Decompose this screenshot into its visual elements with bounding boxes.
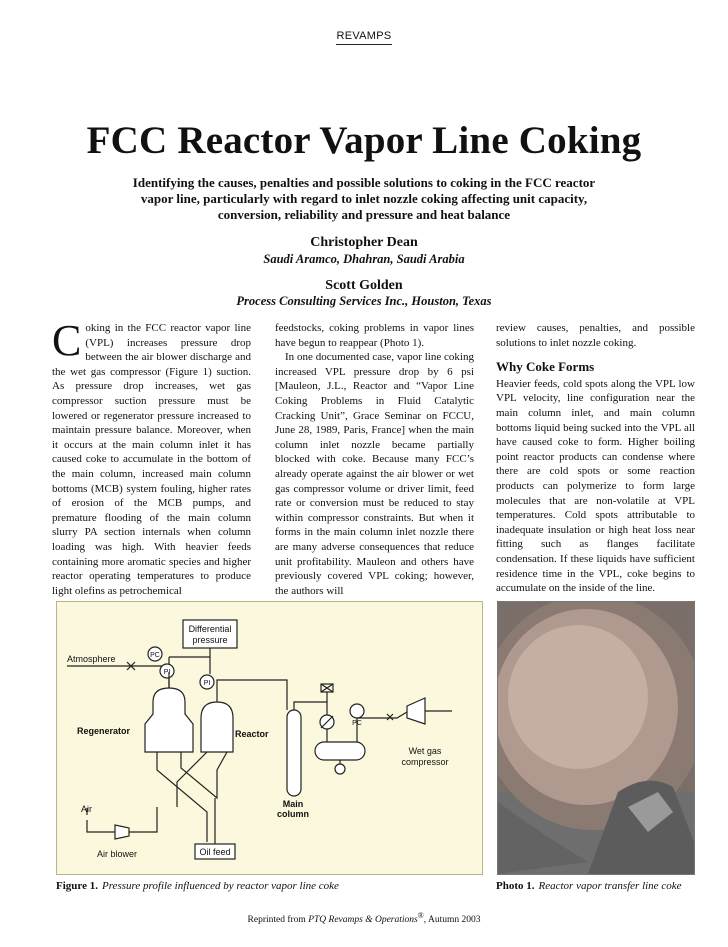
author-affiliation: Process Consulting Services Inc., Houston, Texas — [236, 294, 492, 308]
photo-1 — [497, 601, 695, 875]
diagram-label: Regenerator — [77, 726, 131, 736]
body-column-3 — [496, 321, 695, 596]
section-heading: Why Coke Forms — [496, 359, 595, 375]
diagram-label: PC — [150, 652, 160, 659]
process-diagram — [57, 602, 482, 874]
paragraph: In one documented case, vapor line coking increased VPL pressure drop by 6 psi [Mauleon, J.L., Reactor and “Vapor Line Coking Problems in Fluid Catalytic Cracking Unit”, Grace Seminar on FCCU, June 28, 1989, Paris, France] when the main column inlet nozzle became partially blocked with coke. Because many FCC’s already operate against the air blower or wet gas compressor volume or driver limit, feed rate or conversion must be reduced to stay within compressor constraints. But when it forms in the main column inlet nozzle there are many adverse consequences that reduce unit profitability. Mauleon and others have previously covered VPL coking; however, the authors will — [275, 351, 474, 597]
article-title: FCC Reactor Vapor Line Coking — [86, 119, 642, 162]
paragraph: Heavier feeds, cold spots along the VPL low VPL velocity, line configuration near the main column inlet, and main column bottoms liquid being sucked into the VPL all have caused coke to form. Higher boiling point reactor products can condense where there are cold spots or some reaction products can polymerize to form large molecules that are non-volatile at VPL temperatures. Cold spots attributable to inadequate insulation or high heat loss near fitting such as flanges facilitate condensation. If these liquids have sufficient residence time in the VPL, coke begins to accumulate on the inside of the line. — [496, 377, 695, 595]
diagram-label: Reactor — [235, 729, 269, 739]
diagram-label: pressure — [192, 635, 228, 645]
diagram-label: column — [276, 809, 310, 819]
body-column-2 — [275, 321, 474, 598]
paragraph: feedstocks, coking problems in vapor lines have begun to reappear (Photo 1). — [275, 322, 474, 349]
drop-cap: C — [52, 316, 82, 365]
coke-photo-image — [498, 602, 694, 874]
figure-caption: Figure 1. Pressure profile influenced by reactor vapor line coke — [56, 880, 339, 892]
diagram-label: Atmosphere — [67, 654, 116, 664]
diagram-label: Wet gas — [408, 746, 442, 756]
photo-caption: Photo 1. Reactor vapor transfer line coke — [496, 880, 682, 892]
paragraph: review causes, penalties, and possible solutions to inlet nozzle coking. — [496, 322, 695, 349]
diagram-label: Differential — [188, 624, 232, 634]
section-tag: REVAMPS — [0, 30, 728, 42]
reprint-footer: Reprinted from PTQ Revamps & Operations®, Autumn 2003 — [247, 911, 481, 926]
diagram-label: Oil feed — [199, 847, 231, 857]
diagram-label: PI — [163, 669, 171, 676]
author-name: Christopher Dean — [310, 235, 418, 250]
author-affiliation: Saudi Aramco, Dhahran, Saudi Arabia — [263, 252, 465, 266]
figure-1 — [56, 601, 483, 875]
diagram-label: PC — [352, 720, 362, 727]
author-name: Scott Golden — [325, 278, 403, 293]
paragraph: Coking in the FCC reactor vapor line (VPL) increases pressure drop between the air blower discharge and the wet gas compressor (Figure 1) suction. As pressure drop increases, wet gas compressor suction pressure must be lowered or regenerator pressure increased to maintain pressure balance. Moreover, when it occurs at the main column inlet it has caused coke to accumulate in the bottom of the main column, increased main column bottoms (MCB) system fouling, higher rates of erosion of the MCB pumps, and premature flooding of the main column slurry PA section internals when column loading was high. With heavier feeds containing more aromatic species and higher reactor operating temperatures to produce light olefins as petrochemical — [52, 316, 251, 597]
diagram-label: PI — [203, 680, 211, 687]
article-subtitle: Identifying the causes, penalties and possible solutions to coking in the FCC reactor vapor line, particularly with regard to inlet nozzle coking affecting unit capacity, conversion, reliability and pressure and heat balance — [132, 175, 596, 222]
body-column-1 — [52, 316, 251, 598]
diagram-label: compressor — [401, 757, 449, 767]
diagram-label: Air — [81, 804, 92, 814]
diagram-label: Main — [282, 799, 304, 809]
diagram-label: Air blower — [97, 849, 138, 859]
